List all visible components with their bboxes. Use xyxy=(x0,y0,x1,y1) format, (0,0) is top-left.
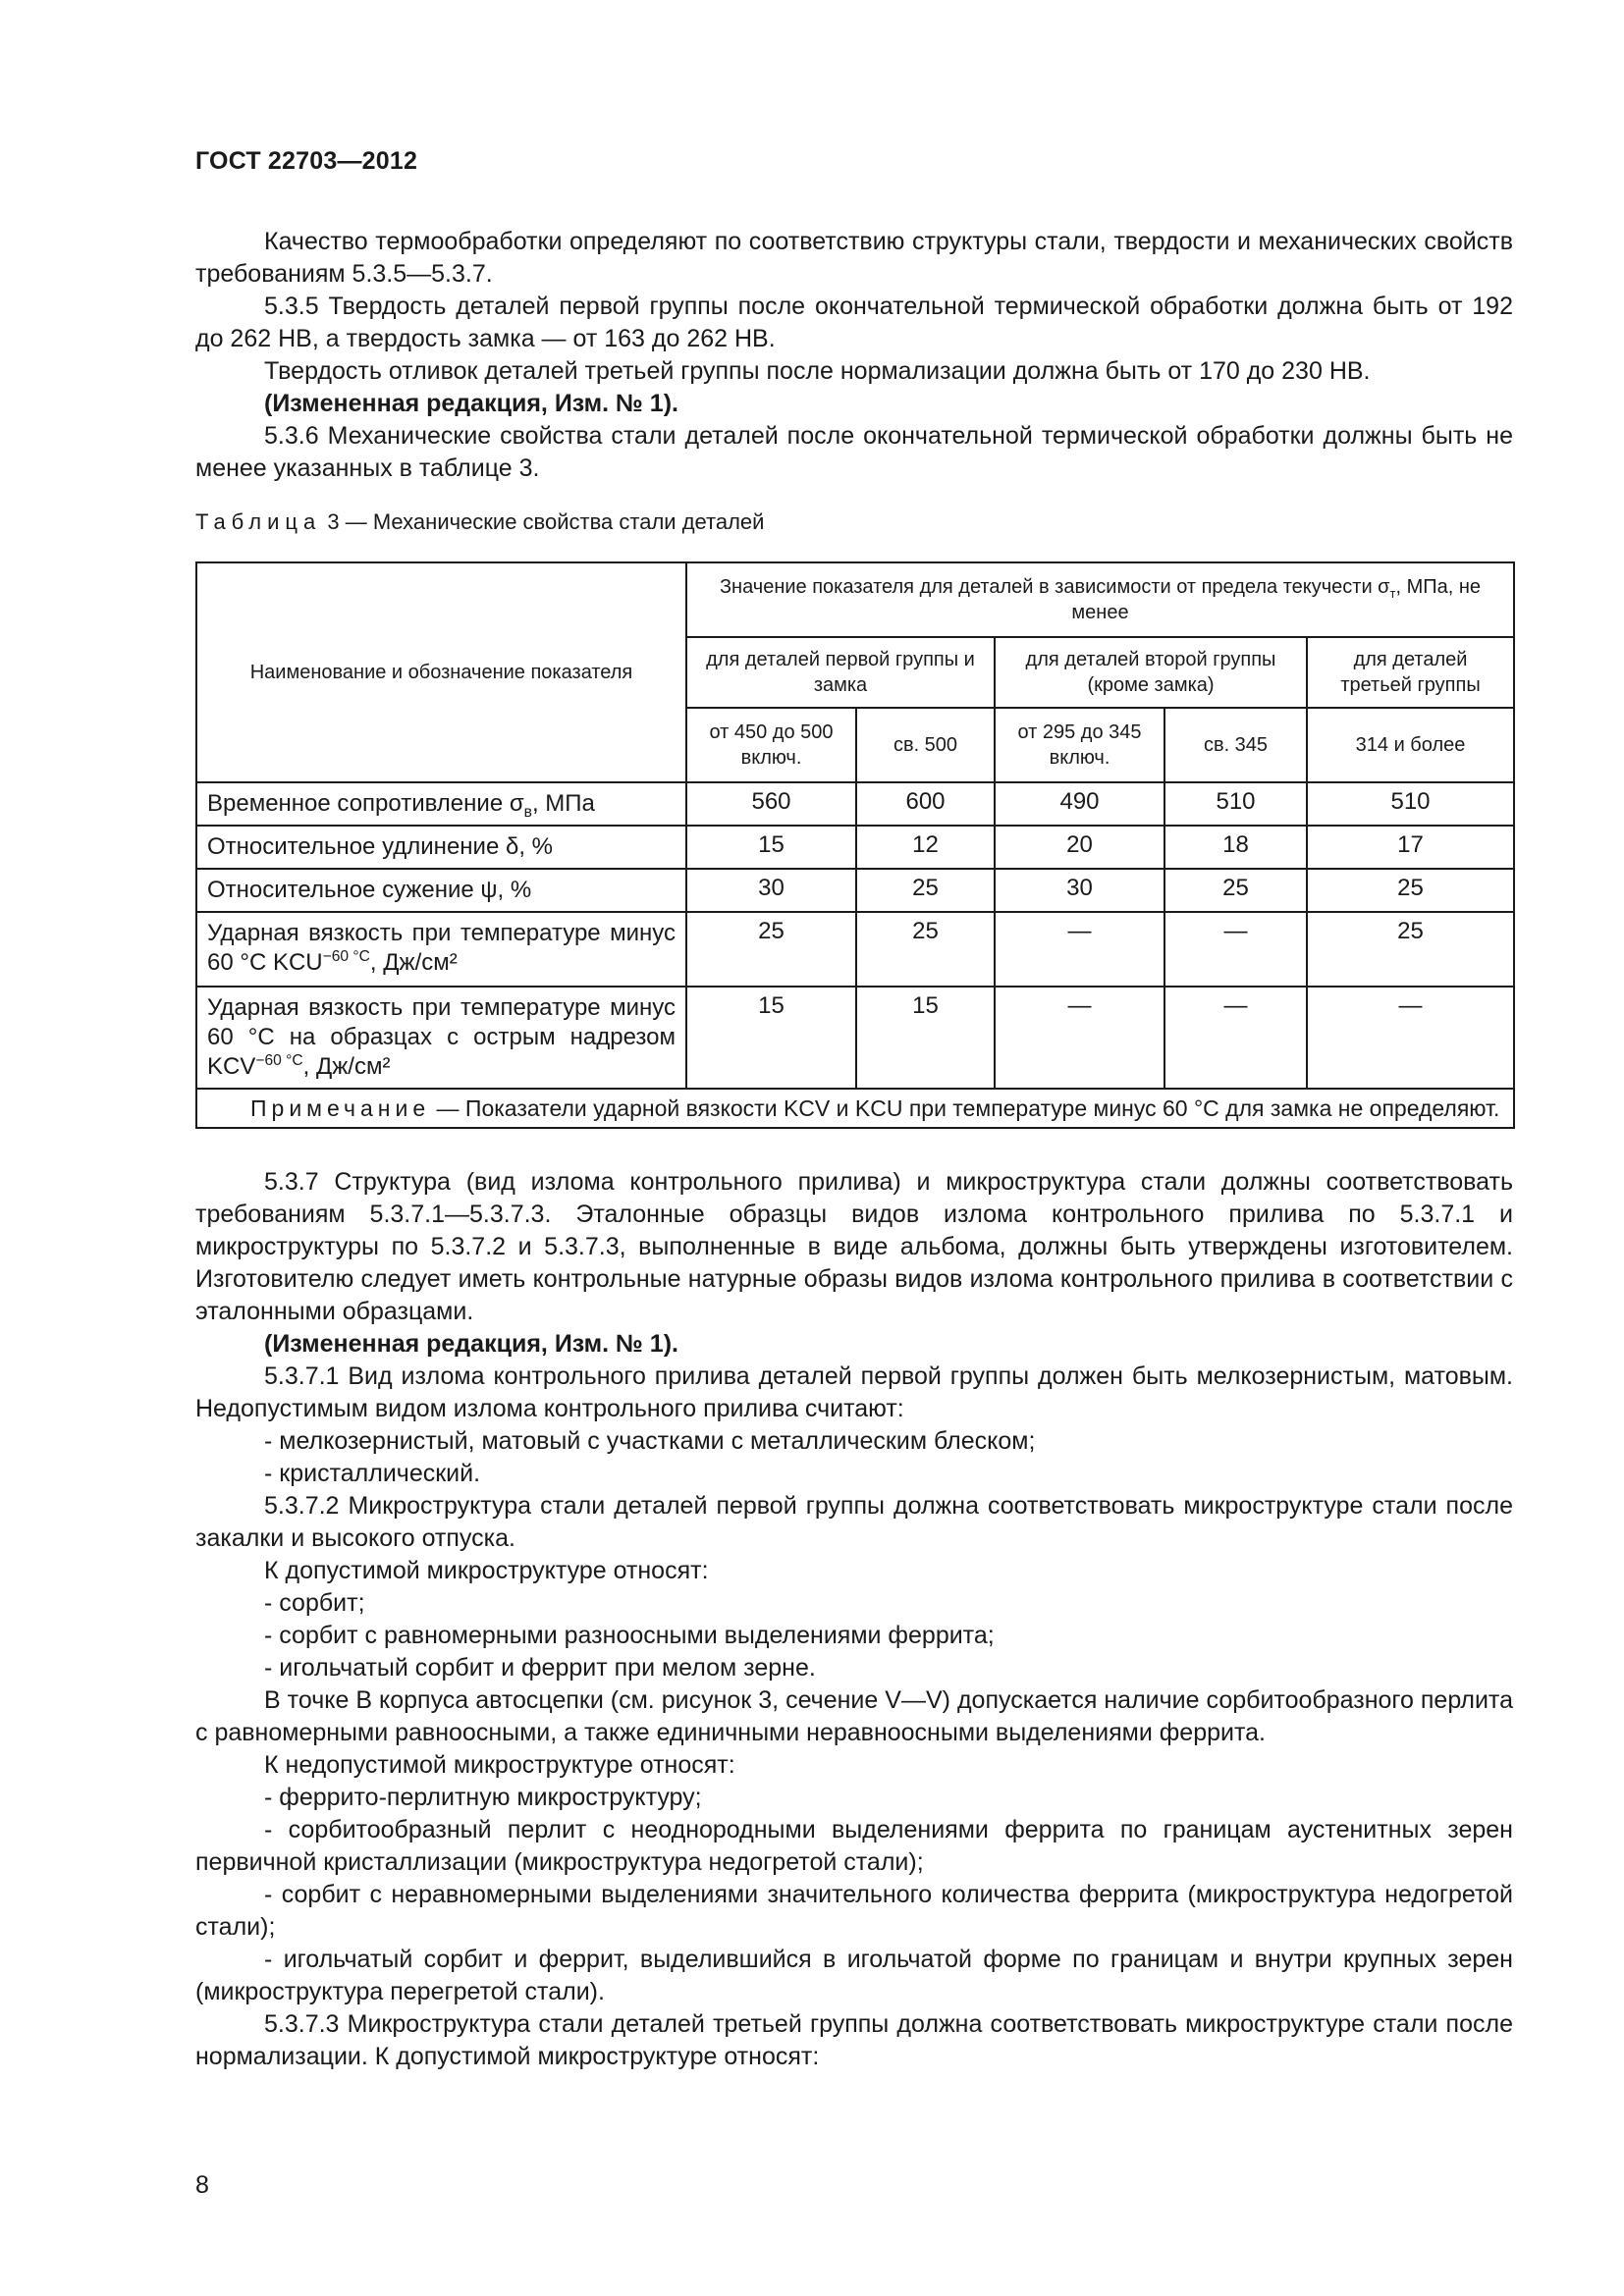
table-caption-text: 3 — Механические свойства стали деталей xyxy=(327,509,765,534)
paragraph: 5.3.5 Твердость деталей первой группы после окончательной термической обработки должна быть от 192 до 262 НВ, а твердость замка — от 163 до 262 НВ. xyxy=(195,293,1513,352)
row-label-sup: −60 °С xyxy=(255,1052,303,1069)
table-cell: — xyxy=(1164,912,1307,987)
header-subcol: св. 345 xyxy=(1164,708,1307,782)
table-cell: 15 xyxy=(686,987,856,1089)
header-subcol: от 295 до 345 включ. xyxy=(995,708,1164,782)
paragraph: 5.3.7 Структура (вид излома контрольного прилива) и микроструктура стали должны соответствовать требованиям 5.3.7.1—5.3.7.3. Эталонные образцы видов излома контрольного прилива по 5.3.7.1 и микроструктуры по 5.3.7.2 и 5.3.7.3, выполненные в виде альбома, должны быть утверждены изготовителем. Изготовителю следует иметь контрольные натурные образы видов излома контрольного прилива в соответствии с эталонными образцами. xyxy=(195,1168,1513,1325)
paragraph: 5.3.7.3 Микроструктура стали деталей третьей группы должна соответствовать микроструктуре стали после нормализации. К допустимой микроструктуре относят: xyxy=(195,2010,1513,2070)
table-cell: 30 xyxy=(686,869,856,912)
paragraph: - сорбит с равномерными разноосными выделениями феррита; xyxy=(264,1622,995,1649)
table-row xyxy=(196,826,1514,869)
table-cell: 20 xyxy=(995,826,1164,869)
row-label-text: Временное сопротивление σ xyxy=(207,790,524,817)
table-cell: 25 xyxy=(686,912,856,987)
table-cell: 15 xyxy=(856,987,995,1089)
paragraph: - феррито-перлитную микроструктуру; xyxy=(264,1784,702,1811)
page-number: 8 xyxy=(195,2171,209,2199)
row-label: Относительное удлинение δ, % xyxy=(196,826,686,869)
table-row xyxy=(196,782,1514,826)
table-cell: 18 xyxy=(1164,826,1307,869)
paragraph: Качество термообработки определяют по соответствию структуры стали, твердости и механических свойств требованиям 5.3.5—5.3.7. xyxy=(195,228,1513,288)
amendment-note: (Измененная редакция, Изм. № 1). xyxy=(264,1330,678,1358)
table-cell: 15 xyxy=(686,826,856,869)
table-cell: 600 xyxy=(856,782,995,826)
table-cell: — xyxy=(1307,987,1514,1089)
header-group-1: для деталей первой группы и замка xyxy=(686,637,995,708)
row-label-unit: , МПа xyxy=(531,790,595,817)
paragraph: - сорбитообразный перлит с неоднородными выделениями феррита по границам аустенитных зерен первичной кристаллизации (микроструктура недогретой стали); xyxy=(195,1816,1513,1876)
header-name-column: Наименование и обозначение показателя xyxy=(196,562,686,782)
table-row xyxy=(196,869,1514,912)
table-note-label: Примечание xyxy=(250,1095,431,1121)
header-value-unit: , МПа, не менее xyxy=(1071,576,1482,623)
table-cell: 30 xyxy=(995,869,1164,912)
table-cell: 510 xyxy=(1307,782,1514,826)
row-label-unit: , Дж/см² xyxy=(302,1053,391,1080)
header-subcol: от 450 до 500 включ. xyxy=(686,708,856,782)
paragraph: К допустимой микроструктуре относят: xyxy=(264,1557,709,1584)
paragraph: 5.3.7.2 Микроструктура стали деталей первой группы должна соответствовать микроструктуре стали после закалки и высокого отпуска. xyxy=(195,1492,1513,1552)
header-value-sub: т xyxy=(1389,586,1396,601)
document-header: ГОСТ 22703—2012 xyxy=(195,147,418,175)
table-row xyxy=(196,912,1514,987)
table-caption-label: Таблица xyxy=(195,509,322,534)
table-cell: 510 xyxy=(1164,782,1307,826)
paragraph: - сорбит; xyxy=(264,1589,365,1617)
table-cell: 12 xyxy=(856,826,995,869)
row-label-sup: −60 °С xyxy=(322,948,370,965)
table-cell: 25 xyxy=(1164,869,1307,912)
row-label-text: Ударная вязкость при температуре минус 60 °С KCU xyxy=(207,920,676,976)
row-label: Относительное сужение ψ, % xyxy=(196,869,686,912)
paragraph: - игольчатый сорбит и феррит при мелом зерне. xyxy=(264,1654,816,1682)
paragraph: - кристаллический. xyxy=(264,1460,481,1487)
table-cell: 25 xyxy=(1307,869,1514,912)
table-cell: 490 xyxy=(995,782,1164,826)
header-group-3: для деталей третьей группы xyxy=(1307,637,1514,708)
table-cell: 25 xyxy=(856,912,995,987)
table-cell: 25 xyxy=(1307,912,1514,987)
amendment-note: (Измененная редакция, Изм. № 1). xyxy=(264,390,678,417)
header-subcol: св. 500 xyxy=(856,708,995,782)
paragraph: Твердость отливок деталей третьей группы после нормализации должна быть от 170 до 230 НВ. xyxy=(264,357,1371,385)
row-label xyxy=(196,782,686,826)
paragraph: 5.3.7.1 Вид излома контрольного прилива деталей первой группы должен быть мелкозернистым, матовым. Недопустимым видом излома контрольного прилива считают: xyxy=(195,1362,1513,1422)
table-cell: — xyxy=(995,987,1164,1089)
top-text-block xyxy=(195,226,1513,485)
row-label xyxy=(196,912,686,987)
paragraph: - мелкозернистый, матовый с участками с металлическим блеском; xyxy=(264,1427,1036,1455)
paragraph: - игольчатый сорбит и феррит, выделившийся в игольчатой форме по границам и внутри крупных зерен (микроструктура перегретой стали). xyxy=(195,1946,1513,2005)
paragraph: К недопустимой микроструктуре относят: xyxy=(264,1751,735,1779)
table-cell: 17 xyxy=(1307,826,1514,869)
table-caption xyxy=(195,508,764,536)
row-label-text: Ударная вязкость при температуре минус 60 °С на образцах с острым надрезом KCV xyxy=(207,994,676,1080)
table-cell: — xyxy=(1164,987,1307,1089)
header-group-2: для деталей второй группы (кроме замка) xyxy=(995,637,1307,708)
paragraph: - сорбит с неравномерными выделениями значительного количества феррита (микроструктура недогретой стали); xyxy=(195,1881,1513,1941)
table-note-row xyxy=(196,1089,1514,1128)
table-cell: 560 xyxy=(686,782,856,826)
table-cell: — xyxy=(995,912,1164,987)
bottom-text-block xyxy=(195,1166,1513,2073)
header-value-column xyxy=(686,562,1514,637)
row-label xyxy=(196,987,686,1089)
row-label-sub: в xyxy=(523,803,532,821)
row-label-unit: , Дж/см² xyxy=(369,949,458,976)
mechanical-properties-table xyxy=(195,561,1515,1129)
paragraph: 5.3.6 Механические свойства стали деталей после окончательной термической обработки должны быть не менее указанных в таблице 3. xyxy=(195,422,1513,482)
table-row xyxy=(196,987,1514,1089)
header-value-text: Значение показателя для деталей в зависимости от предела текучести σ xyxy=(719,576,1390,598)
table-note-text: — Показатели ударной вязкости KCV и KCU при температуре минус 60 °С для замка не определяют. xyxy=(430,1095,1500,1121)
table-note xyxy=(196,1089,1514,1128)
table-cell: 25 xyxy=(856,869,995,912)
paragraph: В точке В корпуса автосцепки (см. рисунок 3, сечение V—V) допускается наличие сорбитообразного перлита с равномерными равноосными, а также единичными неравноосными выделениями феррита. xyxy=(195,1686,1513,1746)
header-subcol: 314 и более xyxy=(1307,708,1514,782)
